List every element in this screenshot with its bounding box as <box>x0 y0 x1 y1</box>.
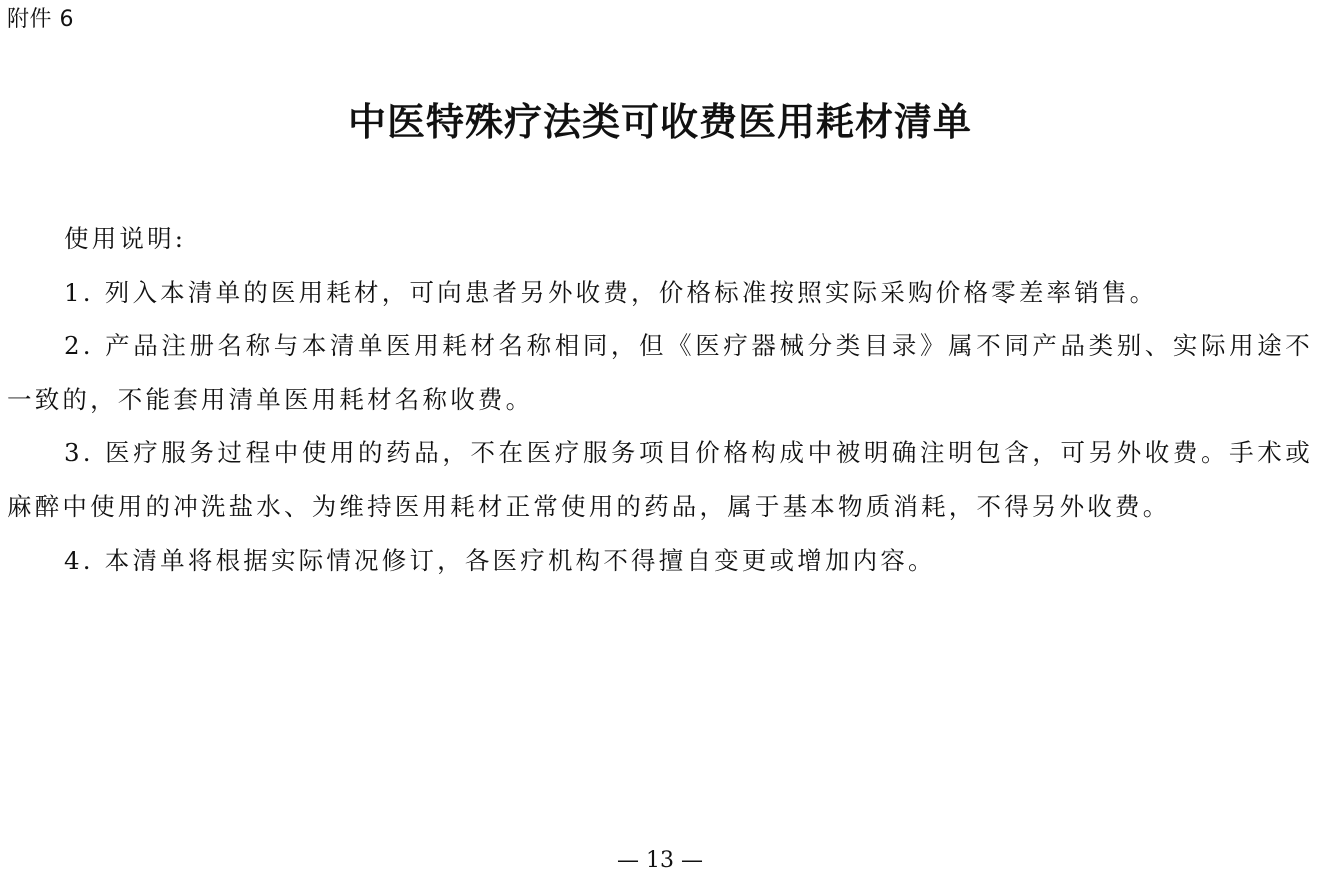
document-title: 中医特殊疗法类可收费医用耗材清单 <box>347 99 972 144</box>
instruction-item-2: 2. 产品注册名称与本清单医用耗材名称相同，但《医疗器械分类目录》属不同产品类别、实际用途不一致的，不能套用清单医用耗材名称收费。 <box>7 331 1313 414</box>
attachment-label: 附件 6 <box>7 7 74 32</box>
instructions-section <box>7 212 1313 587</box>
instruction-item-4: 4. 本清单将根据实际情况修订，各医疗机构不得擅自变更或增加内容。 <box>64 545 936 575</box>
instruction-item-1: 1. 列入本清单的医用耗材，可向患者另外收费，价格标准按照实际采购价格零差率销售。 <box>64 277 1158 307</box>
page-number: — 13 — <box>617 848 703 873</box>
instruction-item-3: 3. 医疗服务过程中使用的药品，不在医疗服务项目价格构成中被明确注明包含，可另外收费。手术或麻醉中使用的冲洗盐水、为维持医用耗材正常使用的药品，属于基本物质消耗，不得另外收费。 <box>7 438 1313 521</box>
instructions-heading: 使用说明: <box>64 224 187 253</box>
